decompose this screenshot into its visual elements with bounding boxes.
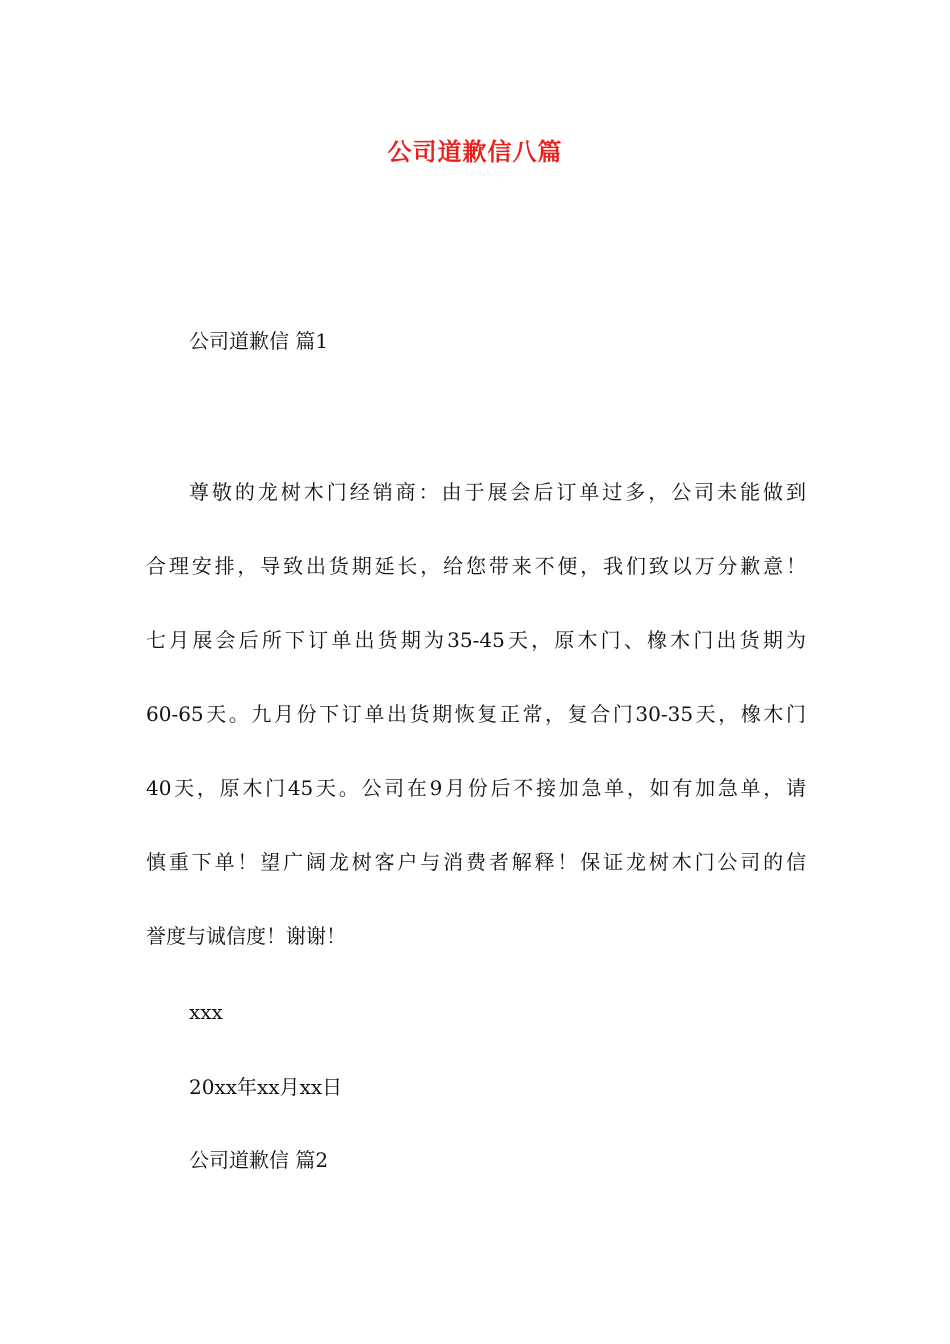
- body-line-7: 誉度与诚信度！谢谢！: [146, 924, 346, 948]
- document-title: 公司道歉信八篇: [387, 137, 563, 166]
- body-line-4: 60-65天。九月份下订单出货期恢复正常，复合门30-35天，橡木门: [146, 702, 806, 726]
- section-heading-2: 公司道歉信 篇2: [189, 1148, 329, 1172]
- body-line-3: 七月展会后所下订单出货期为35-45天，原木门、橡木门出货期为: [146, 628, 806, 652]
- signature: xxx: [189, 1000, 223, 1024]
- body-line-5: 40天，原木门45天。公司在9月份后不接加急单，如有加急单，请: [146, 776, 806, 800]
- letter-date: 20xx年xx月xx日: [189, 1075, 343, 1099]
- body-line-6: 慎重下单！望广阔龙树客户与消费者解释！保证龙树木门公司的信: [146, 850, 806, 874]
- section-heading-1: 公司道歉信 篇1: [189, 329, 329, 353]
- body-line-2: 合理安排，导致出货期延长，给您带来不便，我们致以万分歉意！: [146, 554, 806, 578]
- body-line-1: 尊敬的龙树木门经销商：由于展会后订单过多，公司未能做到: [189, 480, 806, 504]
